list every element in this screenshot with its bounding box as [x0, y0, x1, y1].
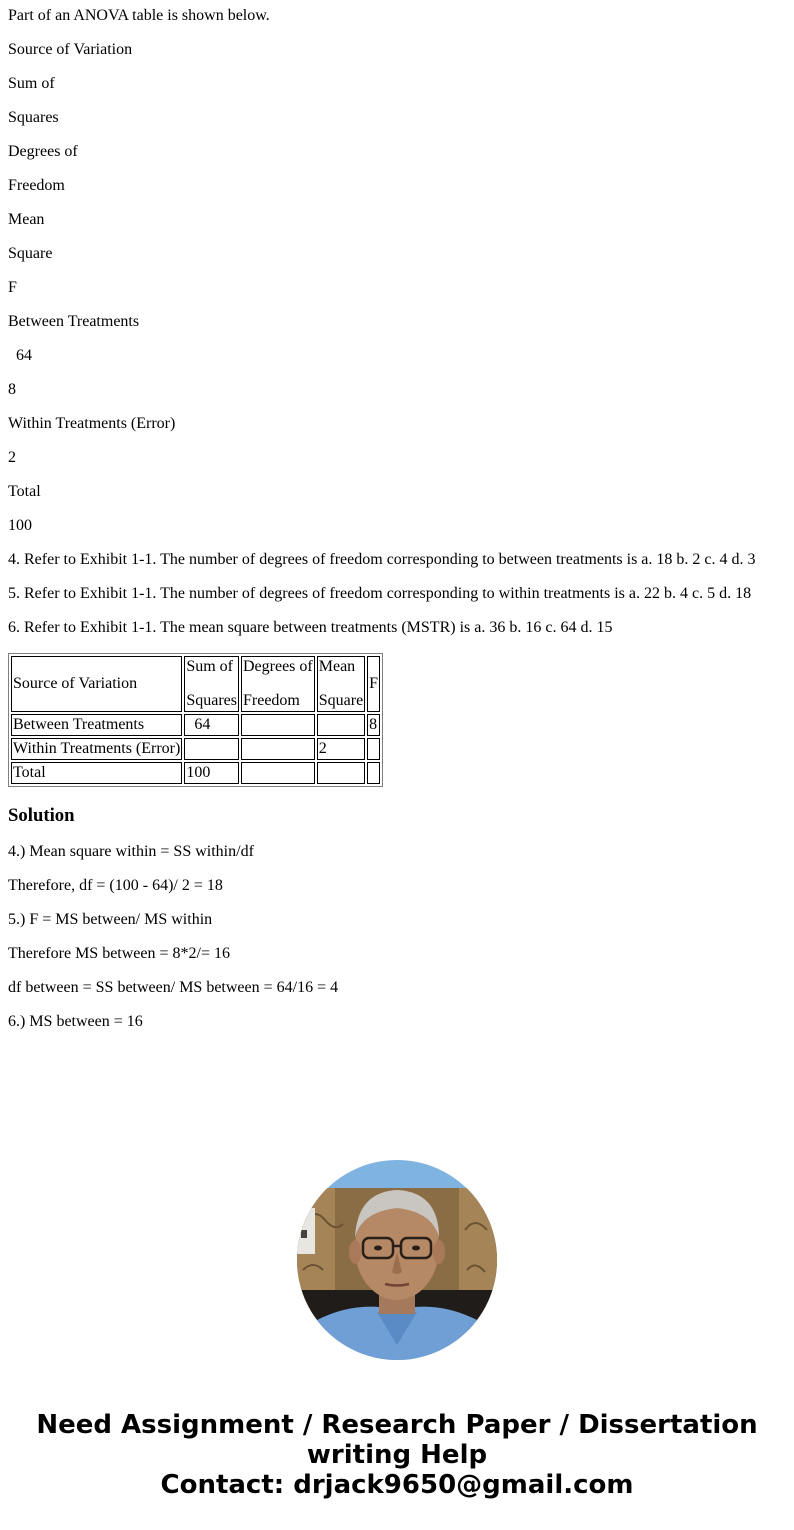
flat-line-source-header: Source of Variation — [8, 41, 133, 58]
cell-f: 8 — [367, 714, 380, 736]
tutor-portrait-icon — [297, 1160, 497, 1360]
solution-heading: Solution — [8, 805, 75, 826]
flat-line-f-header: F — [8, 279, 17, 296]
flat-line-between-ss: 64 — [8, 347, 32, 364]
solution-line: 6.) MS between = 16 — [8, 1013, 143, 1030]
cell-source: Total — [11, 762, 182, 784]
promo-line-1: Need Assignment / Research Paper / Dissertation — [36, 1410, 758, 1440]
header-f — [367, 656, 380, 712]
header-mean-square — [317, 656, 365, 712]
flat-line-between-f: 8 — [8, 381, 16, 398]
flat-line-ss-header-1: Sum of — [8, 75, 55, 92]
header-source-text: Source of Variation — [13, 675, 138, 692]
header-degrees-of-freedom — [241, 656, 315, 712]
header-ss-line2: Squares — [186, 692, 237, 709]
header-df-line1: Degrees of — [242, 658, 313, 675]
cell-df — [241, 714, 315, 736]
solution-line: Therefore MS between = 8*2/= 16 — [8, 945, 230, 962]
table-row — [11, 738, 380, 760]
flat-line-df-header-1: Degrees of — [8, 143, 78, 160]
cell-ms — [317, 714, 365, 736]
flat-line-within-label: Within Treatments (Error) — [8, 415, 176, 432]
header-f-text: F — [369, 675, 379, 692]
promo-banner — [0, 1410, 794, 1500]
flat-line-ss-header-2: Squares — [8, 109, 59, 126]
cell-df — [241, 738, 315, 760]
flat-line-total-ss: 100 — [8, 517, 32, 534]
cell-f — [367, 738, 380, 760]
avatar — [297, 1160, 497, 1360]
solution-line: 5.) F = MS between/ MS within — [8, 911, 213, 928]
solution-line: 4.) Mean square within = SS within/df — [8, 843, 254, 860]
promo-line-2: writing Help — [306, 1440, 488, 1470]
table-row — [11, 714, 380, 736]
header-ss-line1: Sum of — [186, 658, 233, 675]
header-ms-line2: Square — [318, 692, 364, 709]
cell-source: Between Treatments — [11, 714, 182, 736]
cell-source: Within Treatments (Error) — [11, 738, 182, 760]
header-ms-line1: Mean — [318, 658, 356, 675]
cell-df — [241, 762, 315, 784]
flat-line-ms-header-2: Square — [8, 245, 53, 262]
solution-line: Therefore, df = (100 - 64)/ 2 = 18 — [8, 877, 223, 894]
header-sum-of-squares — [184, 656, 239, 712]
cell-ss: 100 — [184, 762, 239, 784]
cell-ss: 64 — [184, 714, 239, 736]
question-4: 4. Refer to Exhibit 1-1. The number of degrees of freedom corresponding to between treatments is a. 18 b. 2 c. 4 d. 3 — [8, 551, 756, 568]
table-header-row — [11, 656, 380, 712]
cell-f — [367, 762, 380, 784]
header-source — [11, 656, 182, 712]
promo-contact: Contact: drjack9650@gmail.com — [160, 1470, 634, 1500]
flat-line-within-ms: 2 — [8, 449, 16, 466]
flat-line-ms-header-1: Mean — [8, 211, 45, 228]
header-df-line2: Freedom — [242, 692, 300, 709]
anova-table — [8, 653, 383, 787]
question-5: 5. Refer to Exhibit 1-1. The number of degrees of freedom corresponding to within treatments is a. 22 b. 4 c. 5 d. 18 — [8, 585, 752, 602]
flat-line-total-label: Total — [8, 483, 41, 500]
question-6: 6. Refer to Exhibit 1-1. The mean square between treatments (MSTR) is a. 36 b. 16 c. 64 d. 15 — [8, 619, 613, 636]
cell-ms — [317, 762, 365, 784]
cell-ms: 2 — [317, 738, 365, 760]
document-body — [0, 7, 794, 1031]
cell-ss — [184, 738, 239, 760]
solution-line: df between = SS between/ MS between = 64/16 = 4 — [8, 979, 339, 996]
flat-line-between-label: Between Treatments — [8, 313, 140, 330]
flat-line-df-header-2: Freedom — [8, 177, 65, 194]
table-row — [11, 762, 380, 784]
intro-lead: Part of an ANOVA table is shown below. — [8, 7, 270, 24]
